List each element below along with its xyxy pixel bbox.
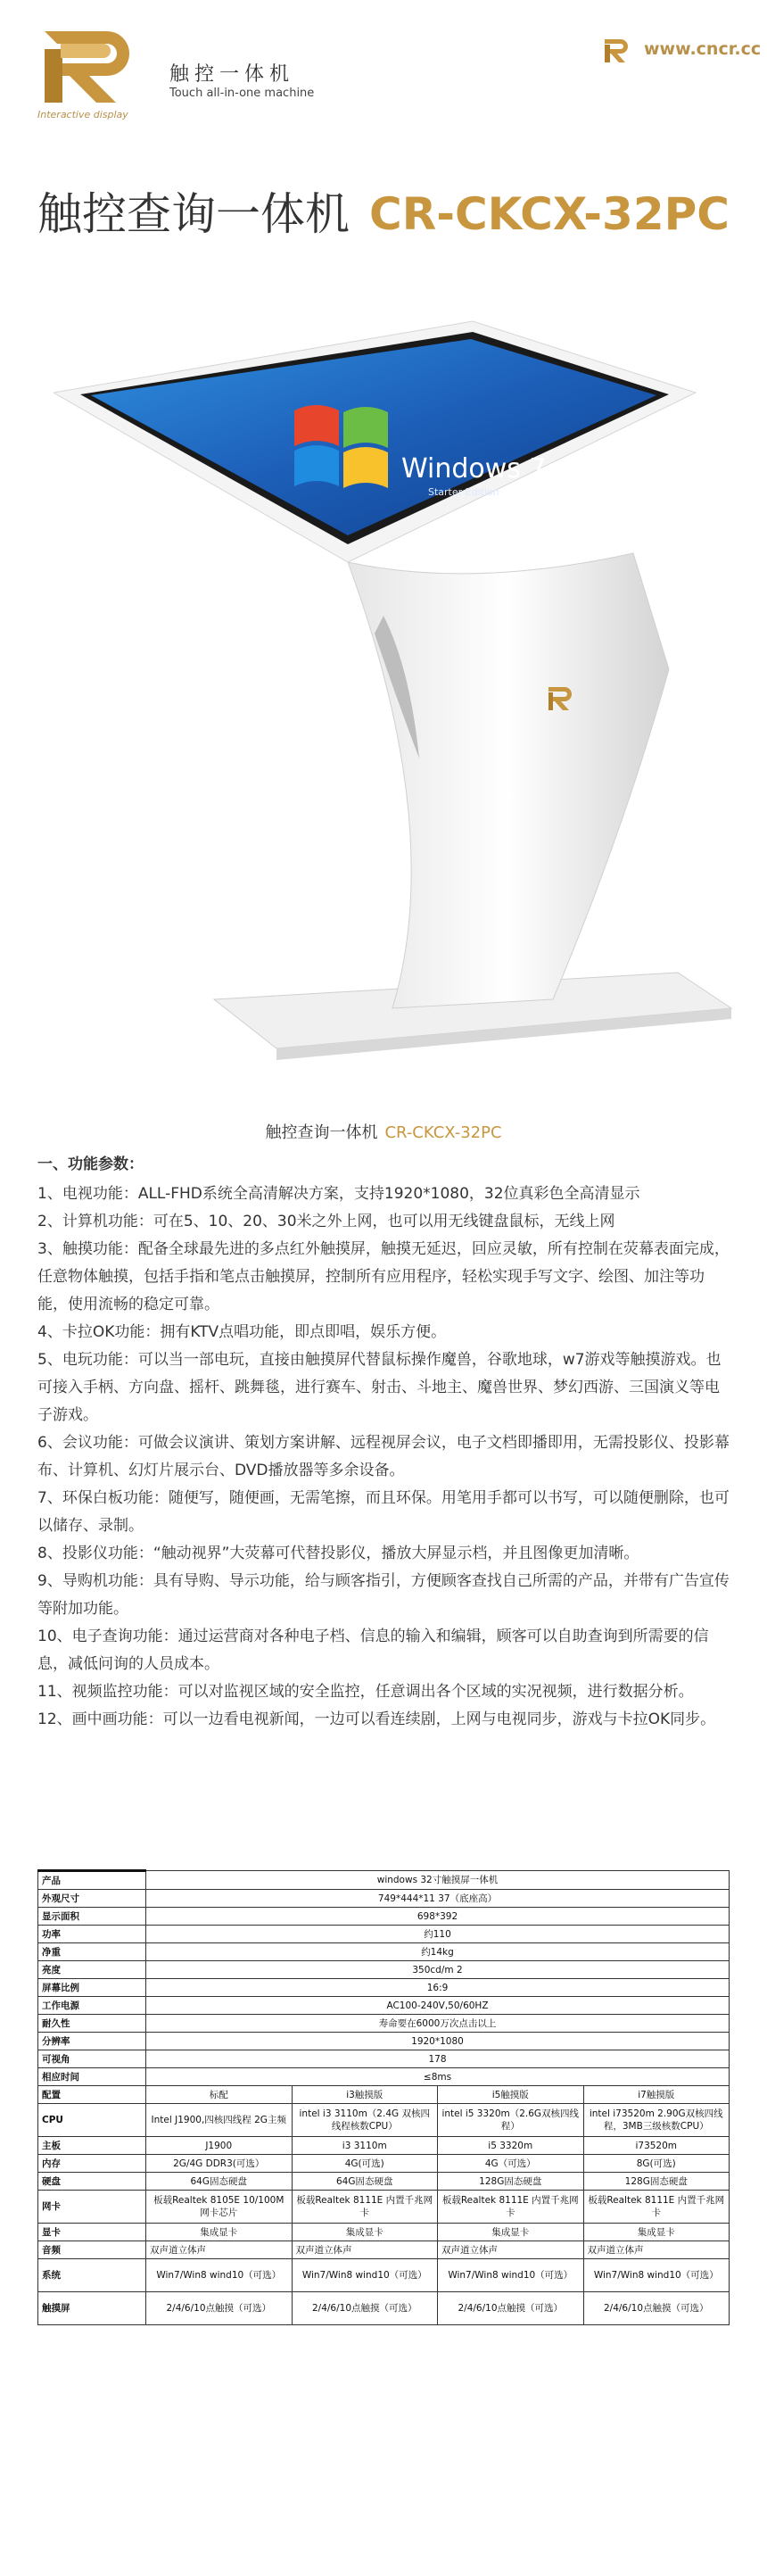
spec-cell: 集成显卡 — [438, 2224, 584, 2241]
table-row — [38, 2292, 730, 2325]
config-column-header: i7触摸版 — [583, 2086, 730, 2104]
spec-label: 功率 — [38, 1926, 146, 1943]
table-row — [38, 2068, 730, 2086]
table-row — [38, 1926, 730, 1943]
table-row — [38, 2224, 730, 2241]
spec-cell: 板载Realtek 8105E 10/100M网卡芯片 — [146, 2191, 293, 2224]
table-row — [38, 1908, 730, 1926]
spec-label: 网卡 — [38, 2191, 146, 2224]
spec-label: 显卡 — [38, 2224, 146, 2241]
spec-cell: intel i3 3110m（2.4G 双核四线程核数CPU） — [292, 2104, 438, 2137]
spec-label: 系统 — [38, 2259, 146, 2292]
cr-logo-icon — [36, 22, 138, 107]
product-caption — [0, 1120, 767, 1143]
spec-cell: J1900 — [146, 2137, 293, 2155]
spec-cell: 板载Realtek 8111E 内置千兆网卡 — [292, 2191, 438, 2224]
spec-value: 约110 — [146, 1926, 730, 1943]
spec-cell: 64G固态硬盘 — [292, 2173, 438, 2191]
table-row — [38, 2241, 730, 2259]
spec-cell: i5 3320m — [438, 2137, 584, 2155]
spec-cell: Intel J1900,四核四线程 2G主频 — [146, 2104, 293, 2137]
spec-value: 178 — [146, 2050, 730, 2068]
feature-item: 8、投影仪功能：“触动视界”大荧幕可代替投影仪，播放大屏显示档，并且图像更加清晰。 — [37, 1545, 639, 1562]
table-row — [38, 2191, 730, 2224]
spec-value: windows 32寸触摸屏一体机 — [146, 1871, 730, 1890]
spec-cell: i3 3110m — [292, 2137, 438, 2155]
spec-cell: 128G固态硬盘 — [438, 2173, 584, 2191]
spec-value: 1920*1080 — [146, 2033, 730, 2050]
spec-cell: 4G（可选） — [438, 2155, 584, 2173]
spec-table — [37, 1869, 730, 2325]
spec-cell: 2/4/6/10点触摸（可选） — [438, 2292, 584, 2325]
config-column-header: 标配 — [146, 2086, 293, 2104]
spec-label: 净重 — [38, 1943, 146, 1961]
spec-label: 触摸屏 — [38, 2292, 146, 2325]
feature-item: 10、电子查询功能：通过运营商对各种电子档、信息的输入和编辑，顾客可以自助查询到所需要的信息，减低问询的人员成本。 — [37, 1628, 709, 1673]
table-row — [38, 2259, 730, 2292]
spec-cell: intel i5 3320m（2.6G双核四线程） — [438, 2104, 584, 2137]
table-row — [38, 2173, 730, 2191]
spec-label: 分辨率 — [38, 2033, 146, 2050]
website-url[interactable]: www.cncr.cc — [644, 39, 762, 59]
feature-item: 3、触摸功能：配备全球最先进的多点红外触摸屏，触摸无延迟，回应灵敏，所有控制在荧幕表面完成，任意物体触摸，包括手指和笔点击触摸屏，控制所有应用程序，轻松实现手写文字、绘图、加注等功能，使用流畅的稳定可靠。 — [37, 1240, 730, 1313]
features-section — [37, 1151, 733, 1734]
spec-value: ≤8ms — [146, 2068, 730, 2086]
spec-cell: 集成显卡 — [292, 2224, 438, 2241]
table-row — [38, 1890, 730, 1908]
feature-item: 12、画中画功能：可以一边看电视新闻，一边可以看连续剧，上网与电视同步，游戏与卡拉OK同步。 — [37, 1710, 716, 1728]
spec-label: 屏幕比例 — [38, 1979, 146, 1997]
spec-value: 16:9 — [146, 1979, 730, 1997]
spec-value: 698*392 — [146, 1908, 730, 1926]
features-heading: 一、功能参数： — [37, 1155, 144, 1173]
spec-label: 外观尺寸 — [38, 1890, 146, 1908]
spec-cell: Win7/Win8 wind10（可选） — [583, 2259, 730, 2292]
spec-cell: 2/4/6/10点触摸（可选） — [146, 2292, 293, 2325]
spec-label: 显示面积 — [38, 1908, 146, 1926]
spec-value: 749*444*11 37（底座高） — [146, 1890, 730, 1908]
spec-label: 配置 — [38, 2086, 146, 2104]
spec-cell: 4G(可选) — [292, 2155, 438, 2173]
spec-value: 350cd/m 2 — [146, 1961, 730, 1979]
spec-cell: intel i73520m 2.90G双核四线程，3MB三级核数CPU） — [583, 2104, 730, 2137]
table-row — [38, 1943, 730, 1961]
spec-label: 内存 — [38, 2155, 146, 2173]
table-row — [38, 1961, 730, 1979]
feature-item: 4、卡拉OK功能：拥有KTV点唱功能，即点即唱，娱乐方便。 — [37, 1323, 447, 1341]
config-column-header: i3触摸版 — [292, 2086, 438, 2104]
config-column-header: i5触摸版 — [438, 2086, 584, 2104]
spec-cell: 集成显卡 — [583, 2224, 730, 2241]
spec-value: 寿命要在6000万次点击以上 — [146, 2015, 730, 2033]
spec-cell: 集成显卡 — [146, 2224, 293, 2241]
spec-label: 可视角 — [38, 2050, 146, 2068]
table-row — [38, 2015, 730, 2033]
windows-logo-text: Windows 7 — [401, 453, 547, 485]
feature-item: 6、会议功能：可做会议演讲、策划方案讲解、远程视屏会议，电子文档即播即用，无需投影仪、投影幕布、计算机、幻灯片展示台、DVD播放器等多余设备。 — [37, 1434, 730, 1479]
spec-cell: 8G(可选) — [583, 2155, 730, 2173]
table-row — [38, 1871, 730, 1890]
spec-cell: Win7/Win8 wind10（可选） — [292, 2259, 438, 2292]
spec-label: 工作电源 — [38, 1997, 146, 2015]
table-row — [38, 2155, 730, 2173]
title-cn: 触控查询一体机 — [37, 188, 350, 240]
logo-caption: Interactive display — [37, 109, 128, 120]
feature-item: 5、电玩功能：可以当一部电玩，直接由触摸屏代替鼠标操作魔兽，谷歌地球，w7游戏等触摸游戏。也可接入手柄、方向盘、摇杆、跳舞毯，进行赛车、射击、斗地主、魔兽世界、梦幻西游、三国演义等电子游戏。 — [37, 1351, 722, 1424]
spec-cell: Win7/Win8 wind10（可选） — [146, 2259, 293, 2292]
table-row — [38, 1997, 730, 2015]
windows-edition-text: Starter Edition — [428, 486, 499, 498]
spec-label: 硬盘 — [38, 2173, 146, 2191]
table-row — [38, 2050, 730, 2068]
cr-small-logo-icon — [601, 36, 631, 66]
brand-name-en: Touch all-in-one machine — [169, 87, 315, 100]
spec-cell: 2/4/6/10点触摸（可选） — [292, 2292, 438, 2325]
feature-item: 2、计算机功能：可在5、10、20、30米之外上网，也可以用无线键盘鼠标，无线上网 — [37, 1213, 615, 1230]
feature-item: 11、视频监控功能：可以对监视区域的安全监控，任意调出各个区域的实况视频，进行数据分析。 — [37, 1683, 694, 1701]
spec-label: 相应时间 — [38, 2068, 146, 2086]
page-title — [37, 178, 751, 243]
spec-value: AC100-240V,50/60HZ — [146, 1997, 730, 2015]
spec-cell: 2G/4G DDR3(可选） — [146, 2155, 293, 2173]
table-row — [38, 2137, 730, 2155]
spec-label: 亮度 — [38, 1961, 146, 1979]
page-header — [0, 0, 767, 143]
brand-name-cn: 触控一体机 — [169, 63, 295, 86]
spec-cell: 2/4/6/10点触摸（可选） — [583, 2292, 730, 2325]
spec-cell: 双声道立体声 — [292, 2241, 438, 2259]
title-model: CR-CKCX-32PC — [369, 188, 730, 240]
spec-cell: 64G固态硬盘 — [146, 2173, 293, 2191]
feature-item: 9、导购机功能：具有导购、导示功能，给与顾客指引，方便顾客查找自己所需的产品，并带有广告宣传等附加功能。 — [37, 1572, 730, 1618]
feature-item: 1、电视功能：ALL-FHD系统全高清解决方案，支持1920*1080，32位真彩色全高清显示 — [37, 1185, 640, 1203]
kiosk-product-image — [54, 294, 749, 1080]
spec-cell: 双声道立体声 — [438, 2241, 584, 2259]
spec-cell: i73520m — [583, 2137, 730, 2155]
spec-label: 主板 — [38, 2137, 146, 2155]
spec-cell: 板载Realtek 8111E 内置千兆网卡 — [438, 2191, 584, 2224]
table-row — [38, 2104, 730, 2137]
spec-cell: 板载Realtek 8111E 内置千兆网卡 — [583, 2191, 730, 2224]
spec-label: 音频 — [38, 2241, 146, 2259]
spec-cell: 双声道立体声 — [583, 2241, 730, 2259]
spec-cell: 双声道立体声 — [146, 2241, 293, 2259]
spec-label: CPU — [38, 2104, 146, 2137]
table-row — [38, 2086, 730, 2104]
table-row — [38, 2033, 730, 2050]
caption-cn: 触控查询一体机 — [265, 1123, 378, 1142]
spec-label: 产品 — [38, 1871, 146, 1890]
spec-cell: Win7/Win8 wind10（可选） — [438, 2259, 584, 2292]
spec-value: 约14kg — [146, 1943, 730, 1961]
feature-item: 7、环保白板功能：随便写，随便画，无需笔擦，而且环保。用笔用手都可以书写，可以随便删除，也可以储存、录制。 — [37, 1489, 730, 1535]
spec-cell: 128G固态硬盘 — [583, 2173, 730, 2191]
spec-label: 耐久性 — [38, 2015, 146, 2033]
caption-model: CR-CKCX-32PC — [384, 1123, 502, 1142]
table-row — [38, 1979, 730, 1997]
